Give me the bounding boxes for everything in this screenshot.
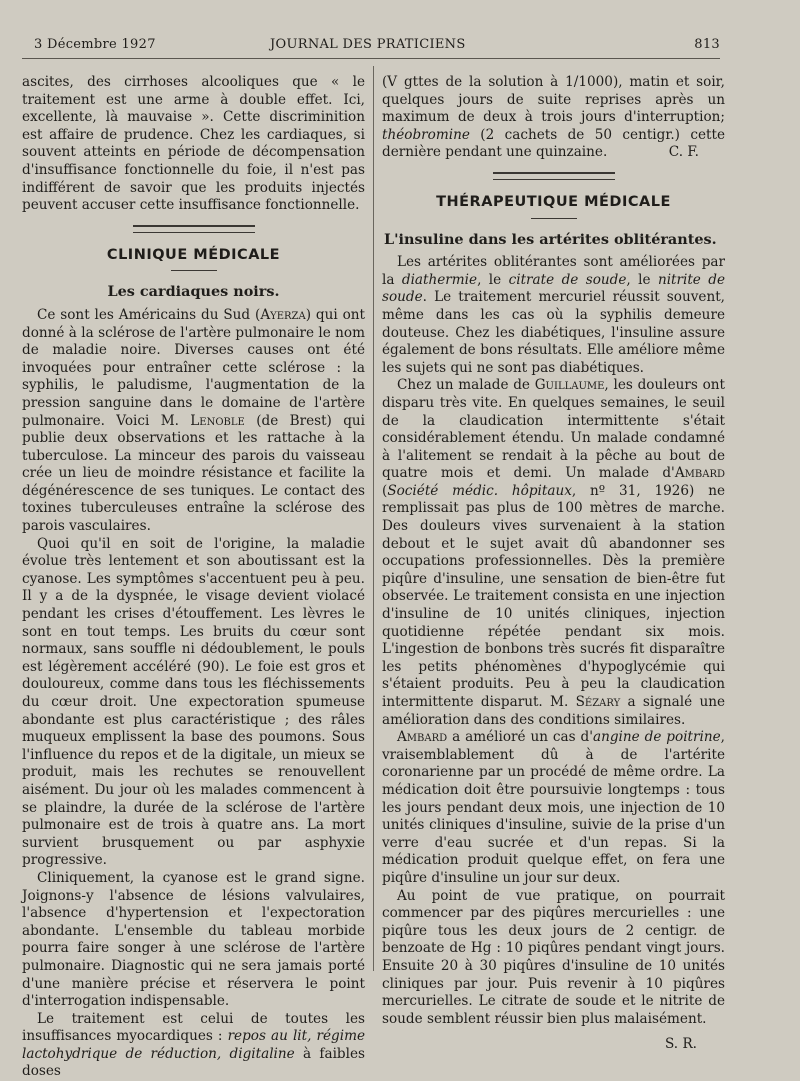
paragraph: Au point de vue pratique, on pourrait commencer par des piqûres mercurielles : une piqûre tous les deux jours de 2 centigr. de benzoate de Hg : 10 piqûres pendant vingt jours. Ensuite 20 à 30 piqûres d'insuline de 10 unités cliniques par jour. Puis revenir à 10 piqûres mercurielles. Le citrate de soude et le nitrite de soude semblent réussir bien plus malaisément. <box>382 887 725 1027</box>
continued-paragraph: (V gttes de la solution à 1/1000), matin et soir, quelques jours de suite reprises après un maximum de deux à trois jours d'interruption; théobromine (2 cachets de 50 centigr.) cette dernière pendant une quinzaine. C. F. <box>382 74 725 161</box>
signature-cf: C. F. <box>668 144 699 161</box>
paragraph: Quoi qu'il en soit de l'origine, la maladie évolue très lentement et son aboutissant est la cyanose. Les symptômes s'accentuent peu à peu. Il y a de la dyspnée, le visage devient violacé pendant les crises d'étouffement. Les lèvres le sont en tout temps. Les bruits du cœur sont normaux, sans souffle ni dédoublement, le pouls est légèrement accéléré (90). Le foie est gros et douloureux, comme dans tous les fléchissements du cœur droit. Une expectoration spumeuse abondante est plus caractéristique ; des râles muqueux emplissent la base des poumons. Sous l'influence du repos et de la digitale, un mieux se produit, mais les rechutes se renouvellent aisément. Du jour où les malades commencent à se plaindre, la durée de la sclérose de l'artère pulmonaire est de trois à quatre ans. La mort survient brusquement ou par asphyxie progressive. <box>22 535 365 869</box>
section-separator <box>133 225 255 233</box>
section-separator <box>493 172 615 180</box>
paragraph: Les artérites oblitérantes sont améliorées par la diathermie, le citrate de soude, le nitrite de soude. Le traitement mercuriel réussit souvent, même dans les cas où la syphilis demeure douteuse. Chez les diabétiques, l'insuline assure également de bons résultats. Elle améliore même les sujets qui ne sont pas diabétiques. <box>382 254 726 376</box>
paragraph: Ambard a amélioré un cas d'angine de poitrine, vraisemblablement dû à de l'artérite coronarienne par un procédé de même ordre. La médication doit être poursuivie longtemps : tous les jours pendant deux mois, une injection de 10 unités cliniques d'insuline, suivie de la prise d'un verre d'eau sucrée et d'un repas. Si la médication produit quelque effet, on fera une piqûre d'insuline un jour sur deux. <box>382 729 725 886</box>
article-title-cardiaques: Les cardiaques noirs. <box>107 283 280 301</box>
signature-sr: S. R. <box>664 1036 697 1053</box>
column-divider <box>373 66 374 971</box>
paragraph: Ce sont les Américains du Sud (Ayerza) qui ont donné à la sclérose de l'artère pulmonaire le nom de maladie noire. Diverses causes ont été invoquées pour entraîner cette sclérose : la syphilis, le paludisme, l'augmentation de la pression sanguine dans le domaine de l'artère pulmonaire. Voici M. Lenoble (de Brest) qui publie deux observations et les rattache à la tuberculose. La minceur des parois du vaisseau crée un lieu de moindre résistance et facilite la dégénérescence de ses tuniques. Le contact des toxines tuberculeuses entraîne la sclérose des parois vasculaires. <box>22 306 366 535</box>
page-header <box>22 37 720 59</box>
paragraph: Cliniquement, la cyanose est le grand signe. Joignons-y l'absence de lésions valvulaires, l'absence d'hypertension et l'expectoration abondante. L'ensemble du tableau morbide pourra faire songer à une sclérose de l'artère pulmonaire. Diagnostic qui ne sera jamais porté d'une manière précise et réservera le point d'interrogation indispensable. <box>22 869 365 1010</box>
paragraph: Chez un malade de Guillaume, les douleurs ont disparu très vite. En quelques semaines, le seuil de la claudication intermittente s'était considérablement étendu. Un malade condamné à l'alitement se rendait à la pêche au bout de quatre mois et demi. Un malade d'Ambard (Société médic. hôpitaux, nº 31, 1926) ne remplissait pas plus de 100 mètres de marche. Des douleurs vives survenaient à la station debout et le sujet avait dû abandonner ses occupations professionnelles. Dès la première piqûre d'insuline, une sensation de bien-être fut observée. Le traitement consista en une injection d'insuline de 10 unités cliniques, injection quotidienne répétée pendant six mois. L'ingestion de bonbons très sucrés fit disparaître les petits phénomènes d'hypoglycémie qui s'étaient produits. Peu à peu la claudication intermittente disparut. M. Sézary a signalé une amélioration dans des conditions similaires. <box>382 377 726 728</box>
left-column <box>22 74 365 1081</box>
page-number: 813 <box>694 37 720 52</box>
section-title-clinique: CLINIQUE MÉDICALE <box>106 246 281 263</box>
paragraph: Le traitement est celui de toutes les insuffisances myocardiques : repos au lit, régime lactohydrique de réduction, digitaline à faibles doses <box>22 1010 365 1080</box>
title-rule <box>171 270 217 271</box>
journal-title: JOURNAL DES PRATICIENS <box>270 37 466 52</box>
right-column <box>382 74 725 1054</box>
section-title-therapeutique: THÉRAPEUTIQUE MÉDICALE <box>436 193 671 210</box>
header-date: 3 Décembre 1927 <box>34 37 156 52</box>
header-rule <box>22 58 720 59</box>
intro-paragraph: ascites, des cirrhoses alcooliques que « le traitement est une arme à double effet. Ici, excellente, là mauvaise ». Cette discriminition est affaire de prudence. Chez les cardiaques, si souvent atteints en période de décompensation d'insuffisance fonctionnelle du foie, il n'est pas indifférent de savoir que les produits injectés peuvent accuser cette insuffisance fonctionnelle. <box>22 74 365 214</box>
title-rule <box>531 218 577 219</box>
article-title-insuline: L'insuline dans les artérites oblitérantes. <box>384 230 717 248</box>
